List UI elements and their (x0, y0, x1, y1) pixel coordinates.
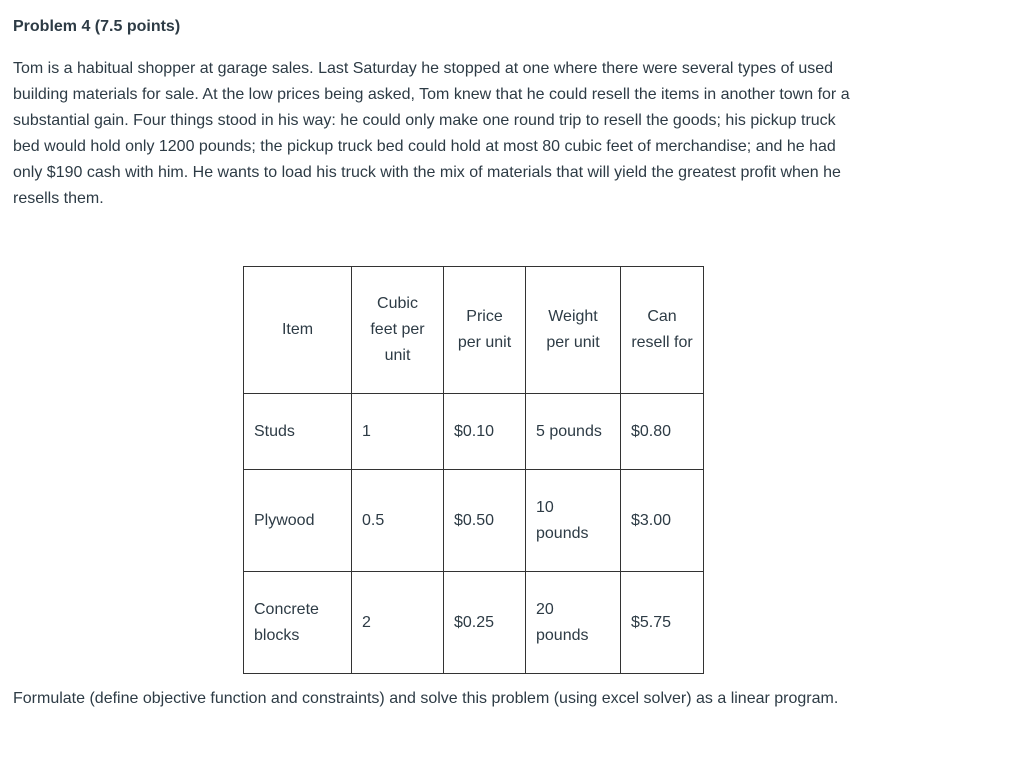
problem-statement (13, 56, 850, 212)
cell: $0.10 (444, 394, 526, 470)
cell: $0.50 (444, 470, 526, 572)
materials-table (243, 266, 704, 674)
problem-title: Problem 4 (7.5 points) (13, 18, 181, 35)
header-resell: Can resell for (621, 267, 704, 394)
header-price: Price per unit (444, 267, 526, 394)
cell: $3.00 (621, 470, 704, 572)
cell: 0.5 (352, 470, 444, 572)
statement-line: building materials for sale. At the low prices being asked, Tom knew that he could resell the items in another town for a (13, 86, 850, 103)
cell: $0.80 (621, 394, 704, 470)
header-weight: Weight per unit (526, 267, 621, 394)
cell: 2 (352, 572, 444, 674)
statement-line: substantial gain. Four things stood in his way: he could only make one round trip to resell the goods; his pickup truck (13, 112, 836, 129)
cell: 5 pounds (526, 394, 621, 470)
cell: Studs (244, 394, 352, 470)
header-item: Item (244, 267, 352, 394)
header-cubic-feet: Cubic feet per unit (352, 267, 444, 394)
cell: $5.75 (621, 572, 704, 674)
cell: 1 (352, 394, 444, 470)
statement-line: resells them. (13, 190, 104, 207)
cell: $0.25 (444, 572, 526, 674)
table-header-row (244, 267, 704, 394)
cell: Concrete blocks (244, 572, 352, 674)
cell: 20 pounds (526, 572, 621, 674)
statement-line: only $190 cash with him. He wants to load his truck with the mix of materials that will yield the greatest profit when he (13, 164, 841, 181)
table-row (244, 470, 704, 572)
statement-line: bed would hold only 1200 pounds; the pickup truck bed could hold at most 80 cubic feet of merchandise; and he had (13, 138, 836, 155)
statement-line: Tom is a habitual shopper at garage sales. Last Saturday he stopped at one where there were several types of used (13, 60, 834, 77)
cell: 10 pounds (526, 470, 621, 572)
table-row (244, 394, 704, 470)
table-row (244, 572, 704, 674)
cell: Plywood (244, 470, 352, 572)
instructions: Formulate (define objective function and constraints) and solve this problem (using excel solver) as a linear program. (13, 690, 839, 707)
